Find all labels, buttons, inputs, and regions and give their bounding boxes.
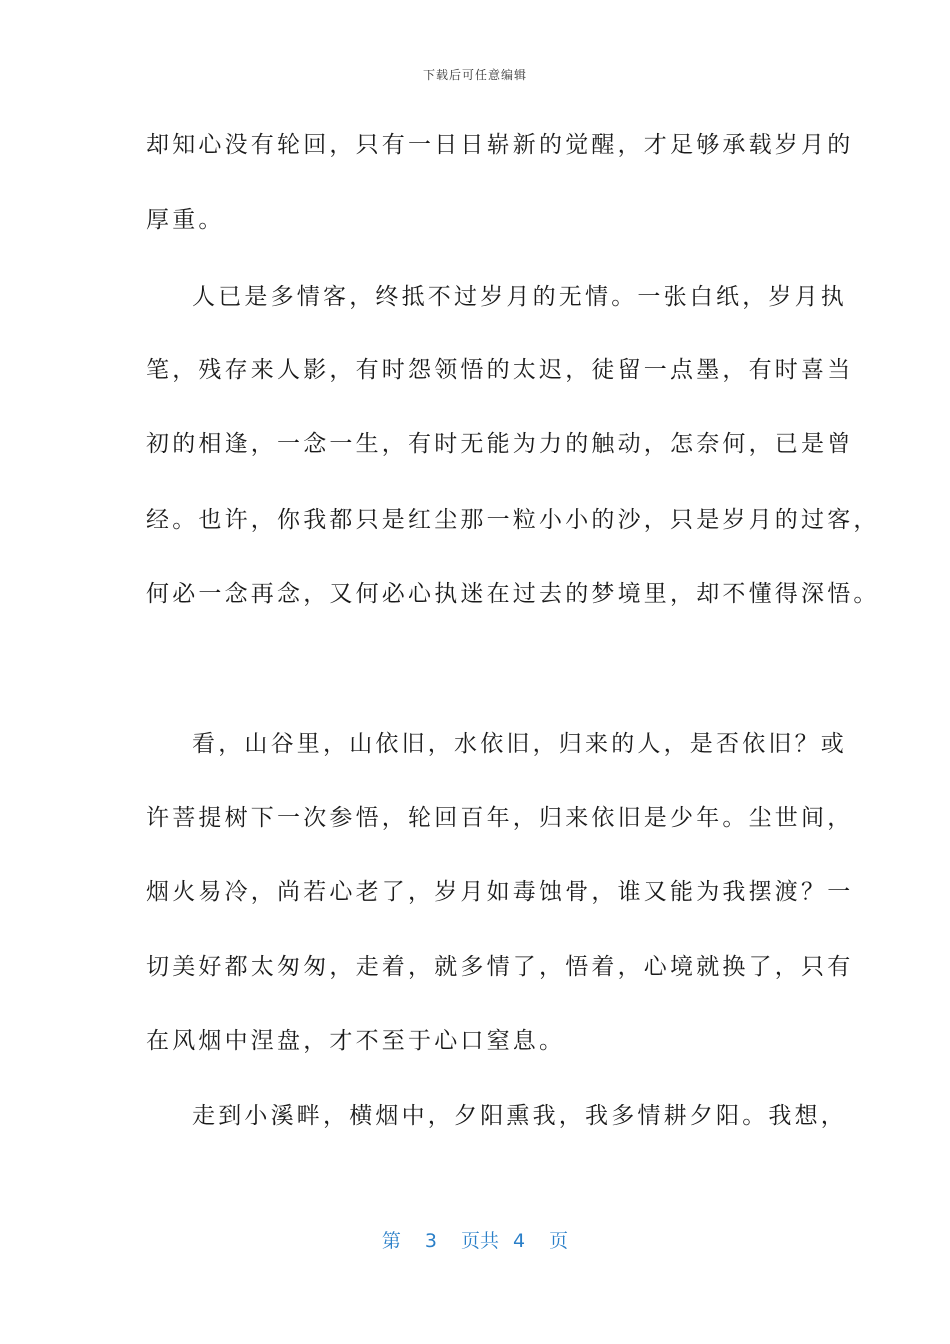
page-header: 下载后可任意编辑: [422, 68, 527, 82]
paragraph-start: 走到小溪畔，横烟中，夕阳熏我，我多情耕夕阳。我想，: [192, 1103, 847, 1129]
page-footer: [0, 1226, 950, 1253]
text-line: 许菩提树下一次参悟，轮回百年，归来依旧是少年。尘世间，: [146, 805, 854, 831]
paragraph-start: 人已是多情客，终抵不过岁月的无情。一张白纸，岁月执: [192, 284, 847, 310]
footer-total-pages: 4: [513, 1230, 526, 1252]
text-line: 切美好都太匆匆，走着，就多情了，悟着，心境就换了，只有: [146, 954, 854, 980]
text-line: 初的相逢，一念一生，有时无能为力的触动，怎奈何，已是曾: [146, 431, 854, 457]
text-line: 在风烟中涅盘，才不至于心口窒息。: [146, 1028, 566, 1054]
footer-prefix: 第: [381, 1230, 401, 1252]
text-line: 笔，残存来人影，有时怨领悟的太迟，徒留一点墨，有时喜当: [146, 357, 854, 383]
footer-suffix: 页: [549, 1230, 569, 1252]
paragraph-start: 看，山谷里，山依旧，水依旧，归来的人，是否依旧？或: [192, 731, 847, 757]
text-line: 何必一念再念，又何必心执迷在过去的梦境里，却不懂得深悟。: [146, 581, 880, 607]
footer-page-number: 3: [424, 1230, 437, 1252]
footer-middle: 页共: [460, 1230, 499, 1252]
text-line: 厚重。: [146, 207, 225, 233]
text-line: 却知心没有轮回，只有一日日崭新的觉醒，才足够承载岁月的: [146, 132, 854, 158]
text-line: 经。也许，你我都只是红尘那一粒小小的沙，只是岁月的过客，: [146, 507, 880, 533]
text-line: 烟火易冷，尚若心老了，岁月如毒蚀骨，谁又能为我摆渡？一: [146, 879, 854, 905]
